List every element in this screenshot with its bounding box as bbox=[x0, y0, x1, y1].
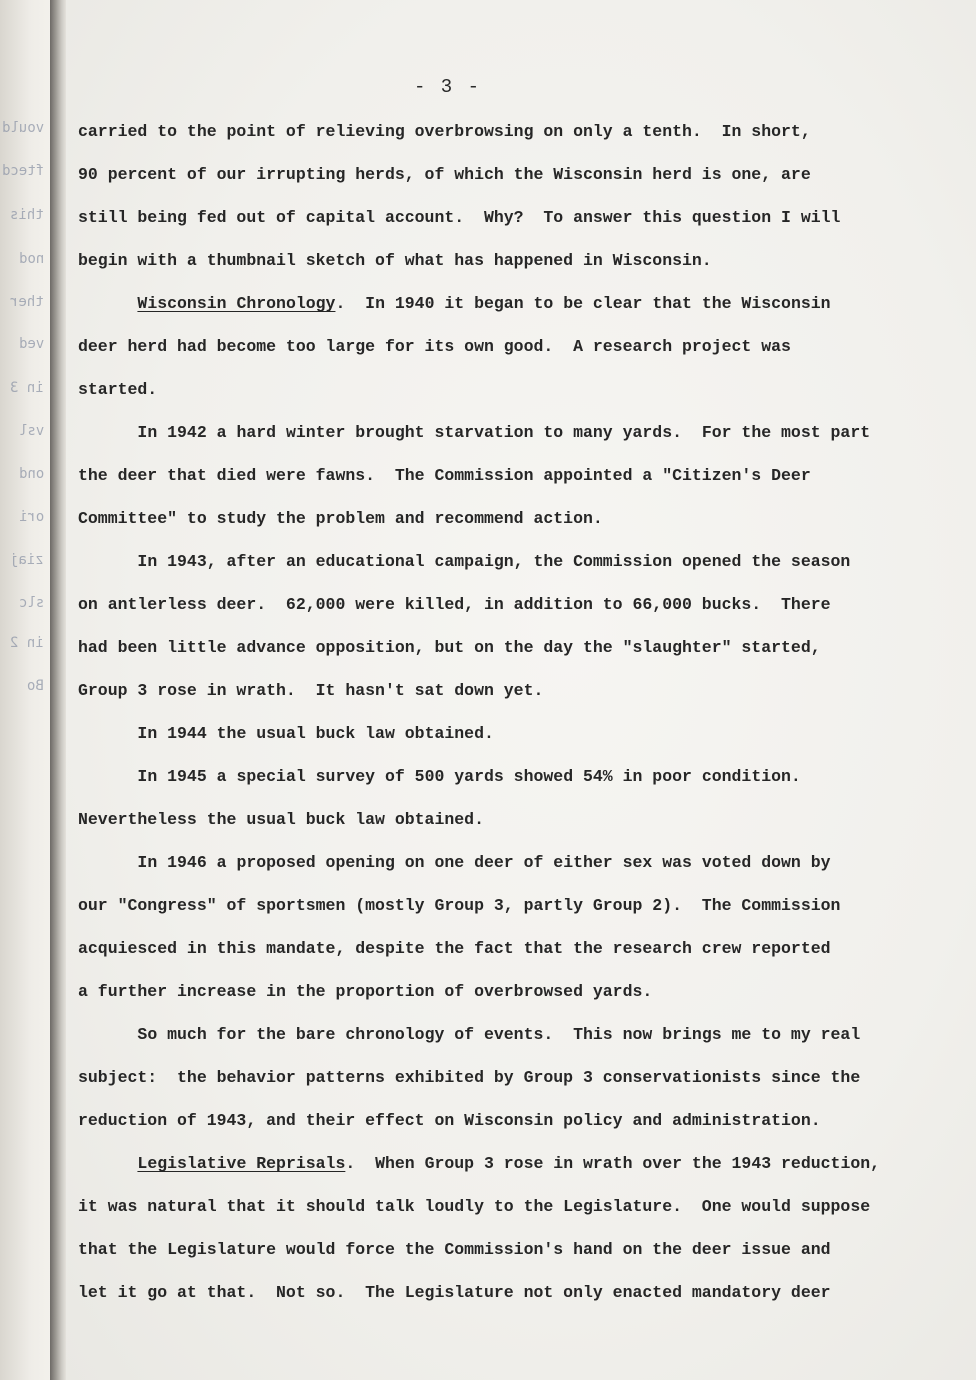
line-text: subject: the behavior patterns exhibited by Group 3 conservationists since the bbox=[78, 1068, 861, 1087]
text-line bbox=[78, 110, 958, 153]
bleed-text: ori bbox=[18, 509, 44, 525]
bleed-text: Bo bbox=[27, 678, 44, 694]
line-text: In 1943, after an educational campaign, the Commission opened the season bbox=[137, 552, 851, 571]
bleed-text: this bbox=[10, 207, 44, 223]
paragraph-indent bbox=[78, 767, 137, 786]
text-line bbox=[78, 927, 958, 970]
page-number: - 3 - bbox=[414, 76, 482, 98]
line-text: acquiesced in this mandate, despite the fact that the research crew reported bbox=[78, 939, 831, 958]
section-heading-line bbox=[78, 282, 958, 325]
text-line bbox=[78, 411, 958, 454]
line-text: In 1946 a proposed opening on one deer of either sex was voted down by bbox=[137, 853, 831, 872]
text-line bbox=[78, 798, 958, 841]
body-text bbox=[78, 110, 958, 1314]
text-line bbox=[78, 497, 958, 540]
text-line bbox=[78, 1185, 958, 1228]
line-text: it was natural that it should talk loudly to the Legislature. One would suppose bbox=[78, 1197, 871, 1216]
text-line bbox=[78, 583, 958, 626]
text-line bbox=[78, 325, 958, 368]
bleed-text: vsl bbox=[18, 423, 44, 439]
text-line bbox=[78, 669, 958, 712]
line-text: had been little advance opposition, but on the day the "slaughter" started, bbox=[78, 638, 821, 657]
paragraph-indent bbox=[78, 1154, 137, 1173]
line-text: Nevertheless the usual buck law obtained. bbox=[78, 810, 484, 829]
page-fold-shadow bbox=[50, 0, 66, 1380]
line-text: the deer that died were fawns. The Commission appointed a "Citizen's Deer bbox=[78, 466, 811, 485]
line-text: reduction of 1943, and their effect on Wisconsin policy and administration. bbox=[78, 1111, 821, 1130]
facing-page-bleed bbox=[0, 0, 50, 1380]
section-heading-line bbox=[78, 1142, 958, 1185]
line-text: our "Congress" of sportsmen (mostly Group 3, partly Group 2). The Commission bbox=[78, 896, 841, 915]
line-text: on antlerless deer. 62,000 were killed, in addition to 66,000 bucks. There bbox=[78, 595, 831, 614]
line-text: deer herd had become too large for its own good. A research project was bbox=[78, 337, 791, 356]
paragraph-indent bbox=[78, 294, 137, 313]
line-text: In 1944 the usual buck law obtained. bbox=[137, 724, 494, 743]
text-line bbox=[78, 1013, 958, 1056]
section-heading: Legislative Reprisals bbox=[137, 1154, 346, 1173]
line-text: . In 1940 it began to be clear that the Wisconsin bbox=[335, 294, 831, 313]
bleed-text: in 2 bbox=[10, 635, 44, 651]
bleed-text: in 3 bbox=[10, 380, 44, 396]
text-line bbox=[78, 153, 958, 196]
paragraph-indent bbox=[78, 853, 137, 872]
text-line bbox=[78, 1099, 958, 1142]
bleed-text: vould bbox=[1, 120, 44, 136]
text-line bbox=[78, 841, 958, 884]
text-line bbox=[78, 1271, 958, 1314]
line-text: So much for the bare chronology of events. This now brings me to my real bbox=[137, 1025, 861, 1044]
bleed-text: nod bbox=[18, 251, 44, 267]
bleed-text: ved bbox=[18, 336, 44, 352]
section-heading: Wisconsin Chronology bbox=[137, 294, 336, 313]
line-text: . When Group 3 rose in wrath over the 1943 reduction, bbox=[345, 1154, 881, 1173]
paragraph-indent bbox=[78, 1025, 137, 1044]
text-line bbox=[78, 712, 958, 755]
paragraph-indent bbox=[78, 423, 137, 442]
line-text: let it go at that. Not so. The Legislature not only enacted mandatory deer bbox=[78, 1283, 831, 1302]
bleed-text: ftecd bbox=[1, 163, 44, 179]
line-text: that the Legislature would force the Commission's hand on the deer issue and bbox=[78, 1240, 831, 1259]
line-text: Committee" to study the problem and recommend action. bbox=[78, 509, 603, 528]
line-text: In 1945 a special survey of 500 yards showed 54% in poor condition. bbox=[137, 767, 801, 786]
paragraph-indent bbox=[78, 724, 137, 743]
typed-page bbox=[66, 0, 976, 1380]
bleed-text: ziaj bbox=[10, 552, 44, 568]
text-line bbox=[78, 368, 958, 411]
text-line bbox=[78, 1056, 958, 1099]
paragraph-indent bbox=[78, 552, 137, 571]
line-text: begin with a thumbnail sketch of what has happened in Wisconsin. bbox=[78, 251, 712, 270]
text-line bbox=[78, 454, 958, 497]
line-text: Group 3 rose in wrath. It hasn't sat down yet. bbox=[78, 681, 544, 700]
text-line bbox=[78, 239, 958, 282]
bleed-text: ther bbox=[10, 294, 44, 310]
line-text: still being fed out of capital account. Why? To answer this question I will bbox=[78, 208, 841, 227]
bleed-text: slc bbox=[18, 595, 44, 611]
line-text: a further increase in the proportion of overbrowsed yards. bbox=[78, 982, 653, 1001]
line-text: carried to the point of relieving overbrowsing on only a tenth. In short, bbox=[78, 122, 811, 141]
line-text: started. bbox=[78, 380, 158, 399]
line-text: In 1942 a hard winter brought starvation to many yards. For the most part bbox=[137, 423, 871, 442]
text-line bbox=[78, 626, 958, 669]
text-line bbox=[78, 540, 958, 583]
line-text: 90 percent of our irrupting herds, of which the Wisconsin herd is one, are bbox=[78, 165, 811, 184]
text-line bbox=[78, 1228, 958, 1271]
text-line bbox=[78, 755, 958, 798]
bleed-text: ond bbox=[18, 466, 44, 482]
text-line bbox=[78, 970, 958, 1013]
text-line bbox=[78, 196, 958, 239]
text-line bbox=[78, 884, 958, 927]
